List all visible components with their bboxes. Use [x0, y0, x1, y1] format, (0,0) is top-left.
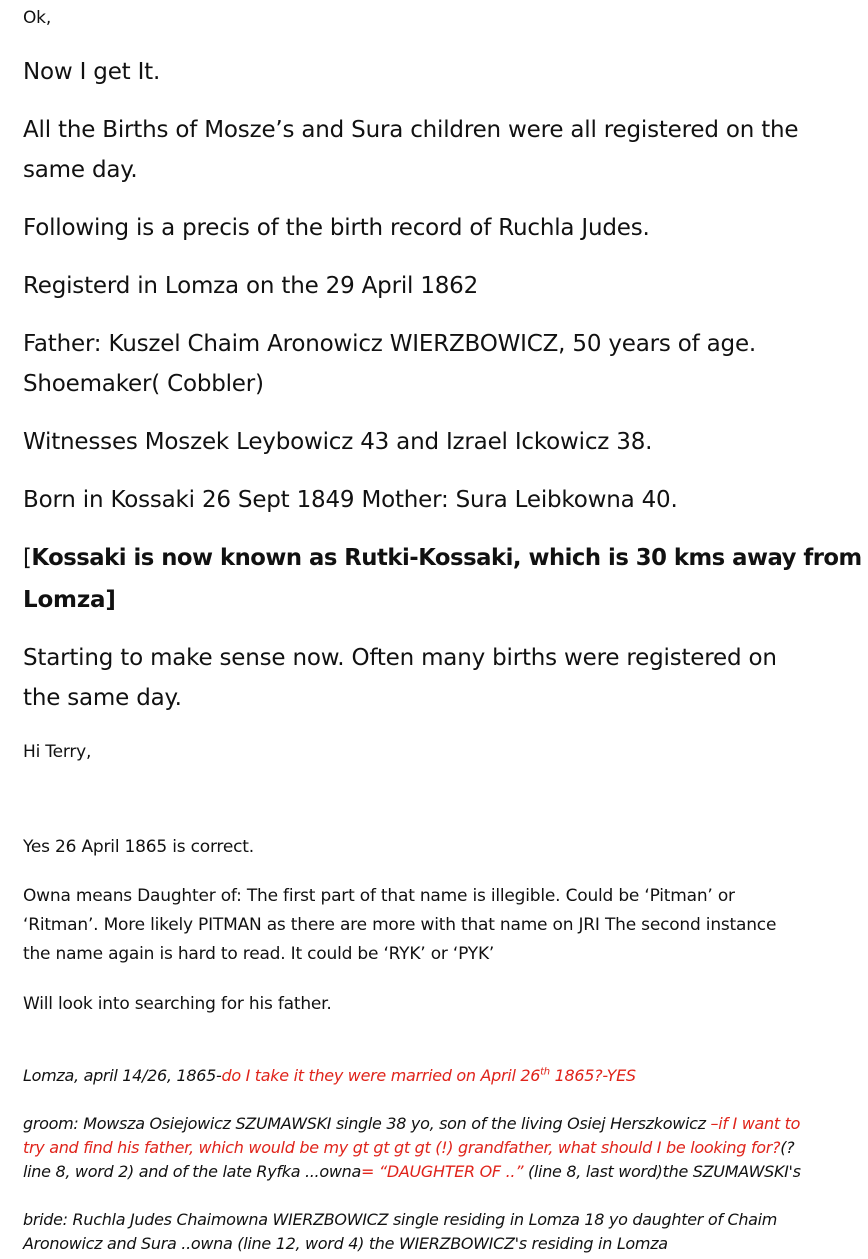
quote-groom-black-1: groom: Mowsza Osiejowicz SZUMAWSKI single 38 yo, son of the living Osiej Herszkowicz	[23, 1114, 711, 1133]
greeting-hi-terry: Hi Terry,	[23, 742, 92, 762]
quote-married-question-a: do I take it they were married on April 26	[221, 1066, 541, 1085]
quote-groom-red-1: –if I want to	[710, 1114, 801, 1133]
quote-bride-line2: Aronowicz and Sura ..owna (line 12, word 4) the WIERZBOWICZ's residing in Lomza	[23, 1234, 668, 1253]
paragraph-search-father: Will look into searching for his father.	[23, 994, 332, 1014]
paragraph-owna-line1: Owna means Daughter of: The first part of that name is illegible. Could be ‘Pitman’ or	[23, 886, 735, 906]
quote-married-question-b: 1865?-YES	[549, 1066, 636, 1085]
paragraph-witnesses: Witnesses Moszek Leybowicz 43 and Izrael Ickowicz 38.	[23, 429, 653, 455]
kossaki-note-bold: Kossaki is now known as Rutki-Kossaki, which is 30 kms away from	[31, 545, 862, 571]
paragraph-kossaki-line1	[23, 538, 862, 578]
quote-bride-line1: bride: Ruchla Judes Chaimowna WIERZBOWICZ single residing in Lomza 18 yo daughter of Chaim	[23, 1210, 778, 1229]
paragraph-date-correct: Yes 26 April 1865 is correct.	[23, 837, 254, 857]
paragraph-births-line1: All the Births of Mosze’s and Sura children were all registered on the	[23, 117, 799, 143]
paragraph-kossaki-line2: Lomza]	[23, 587, 116, 613]
paragraph-born: Born in Kossaki 26 Sept 1849 Mother: Sura Leibkowna 40.	[23, 487, 678, 513]
quote-groom-black-3a: line 8, word 2) and of the late Ryfka ...owna	[23, 1162, 361, 1181]
quote-married-question-sup: th	[540, 1066, 550, 1078]
quote-groom-red-2: try and find his father, which would be my gt gt gt gt (!) grandfather, what should I be looking for?	[23, 1138, 781, 1157]
paragraph-father-line1: Father: Kuszel Chaim Aronowicz WIERZBOWICZ, 50 years of age.	[23, 331, 757, 357]
paragraph-now-i-get-it: Now I get It.	[23, 59, 161, 85]
quote-groom-black-3b: (line 8, last word)the SZUMAWSKI's	[523, 1162, 801, 1181]
quote-groom-line3	[23, 1160, 801, 1184]
paragraph-owna-line3: the name again is hard to read. It could be ‘RYK’ or ‘PYK’	[23, 944, 495, 964]
quote-lomza-date	[23, 1064, 636, 1088]
quote-groom-line1	[23, 1112, 800, 1136]
paragraph-owna-line2: ‘Ritman’. More likely PITMAN as there are more with that name on JRI The second instance	[23, 915, 777, 935]
quote-lomza-black: Lomza, april 14/26, 1865-	[23, 1066, 222, 1085]
paragraph-registered: Registerd in Lomza on the 29 April 1862	[23, 273, 479, 299]
paragraph-precis: Following is a precis of the birth record of Ruchla Judes.	[23, 215, 650, 241]
quote-groom-red-3: = “DAUGHTER OF ..”	[360, 1162, 524, 1181]
paragraph-sense-line1: Starting to make sense now. Often many births were registered on	[23, 645, 777, 671]
paragraph-births-line2: same day.	[23, 157, 138, 183]
greeting-ok: Ok,	[23, 8, 52, 28]
quote-groom-black-2: (?	[780, 1138, 795, 1157]
paragraph-sense-line2: the same day.	[23, 685, 182, 711]
quote-groom-line2	[23, 1136, 794, 1160]
bracket-open: [	[23, 545, 32, 571]
paragraph-father-line2: Shoemaker( Cobbler)	[23, 371, 264, 397]
